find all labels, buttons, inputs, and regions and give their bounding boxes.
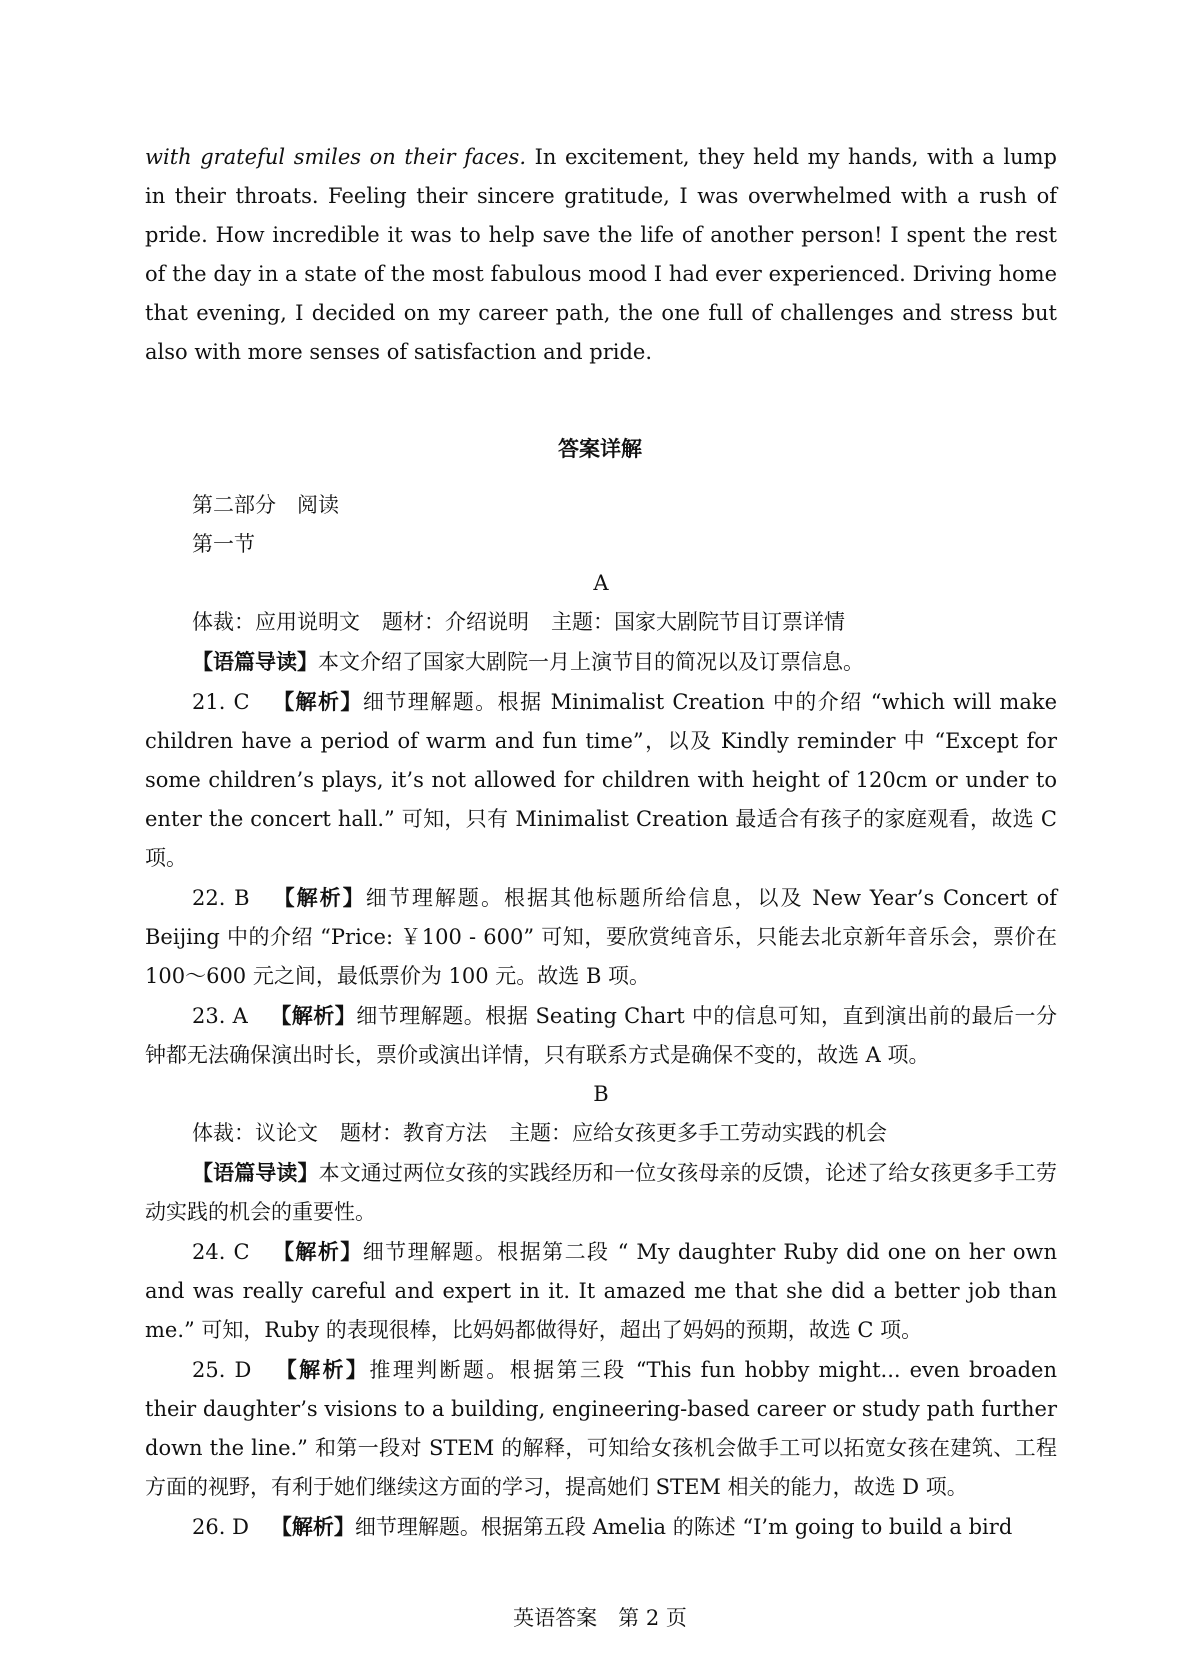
- question-22: 22. B 【解析】细节理解题。根据其他标题所给信息，以及 New Year’s Concert of Beijing 中的介绍 “Price: ￥100 - 600” 可知，要欣赏纯音乐，只能去北京新年音乐会，票价在 100～600 元之间，最低票价为 100 元。故选 B 项。: [145, 885, 1057, 988]
- section-title: 答案详解: [558, 437, 642, 461]
- question-23: 23. A 【解析】细节理解题。根据 Seating Chart 中的信息可知，直到演出前的最后一分钟都无法确保演出时长，票价或演出详情，只有联系方式是确保不变的，故选 A 项。: [145, 1003, 1057, 1067]
- passage-b-genre-line: 体裁：议论文 题材：教育方法 主题：应给女孩更多手工劳动实践的机会: [192, 1121, 887, 1145]
- essay-paragraph: [145, 138, 1057, 372]
- passage-b-letter: B: [593, 1082, 609, 1106]
- subsection-heading: 第一节: [192, 532, 255, 556]
- question-24: 24. C 【解析】细节理解题。根据第二段 “ My daughter Ruby did one on her own and was really careful and expert in it. It amazed me that she did a better job than me.” 可知，Ruby 的表现很棒，比妈妈都做得好，超出了妈妈的预期，故选 C 项。: [145, 1239, 1058, 1342]
- question-26: 26. D 【解析】细节理解题。根据第五段 Amelia 的陈述 “I’m going to build a bird: [192, 1514, 1013, 1539]
- essay-text: In excitement, they held my hands, with a lump in their throats. Feeling their sincere gratitude, I was overwhelmed with a rush of pride. How incredible it was to help save the life of another person! I spent the rest of the day in a state of the most fabulous mood I had ever experienced. Driving home that evening, I decided on my career path, the one full of challenges and stress but also with more senses of satisfaction and pride.: [145, 145, 1057, 364]
- question-21: 21. C 【解析】细节理解题。根据 Minimalist Creation 中的介绍 “which will make children have a period of warm and fun time”，以及 Kindly reminder 中 “Except for some children’s plays, it’s not allowed for children with height of 120cm or under to enter the concert hall.” 可知，只有 Minimalist Creation 最适合有孩子的家庭观看，故选 C 项。: [145, 689, 1058, 870]
- passage-b-guide: 【语篇导读】本文通过两位女孩的实践经历和一位女孩母亲的反馈，论述了给女孩更多手工劳动实践的机会的重要性。: [145, 1160, 1058, 1224]
- passage-a-letter: A: [593, 571, 609, 595]
- question-25: 25. D 【解析】推理判断题。根据第三段 “This fun hobby might... even broaden their daughter’s visions to a building, engineering-based career or study path further down the line.” 和第一段对 STEM 的解释，可知给女孩机会做手工可以拓宽女孩在建筑、工程方面的视野，有利于她们继续这方面的学习，提高她们 STEM 相关的能力，故选 D 项。: [145, 1357, 1057, 1499]
- passage-a-genre-line: 体裁：应用说明文 题材：介绍说明 主题：国家大剧院节目订票详情: [192, 610, 845, 634]
- page-footer: 英语答案 第 2 页: [513, 1606, 687, 1630]
- essay-italic-lead: with grateful smiles on their faces.: [145, 145, 526, 169]
- answer-body: [145, 486, 1057, 1547]
- passage-a-guide: 【语篇导读】本文介绍了国家大剧院一月上演节目的简况以及订票信息。: [192, 649, 864, 674]
- part-heading: 第二部分 阅读: [192, 493, 339, 517]
